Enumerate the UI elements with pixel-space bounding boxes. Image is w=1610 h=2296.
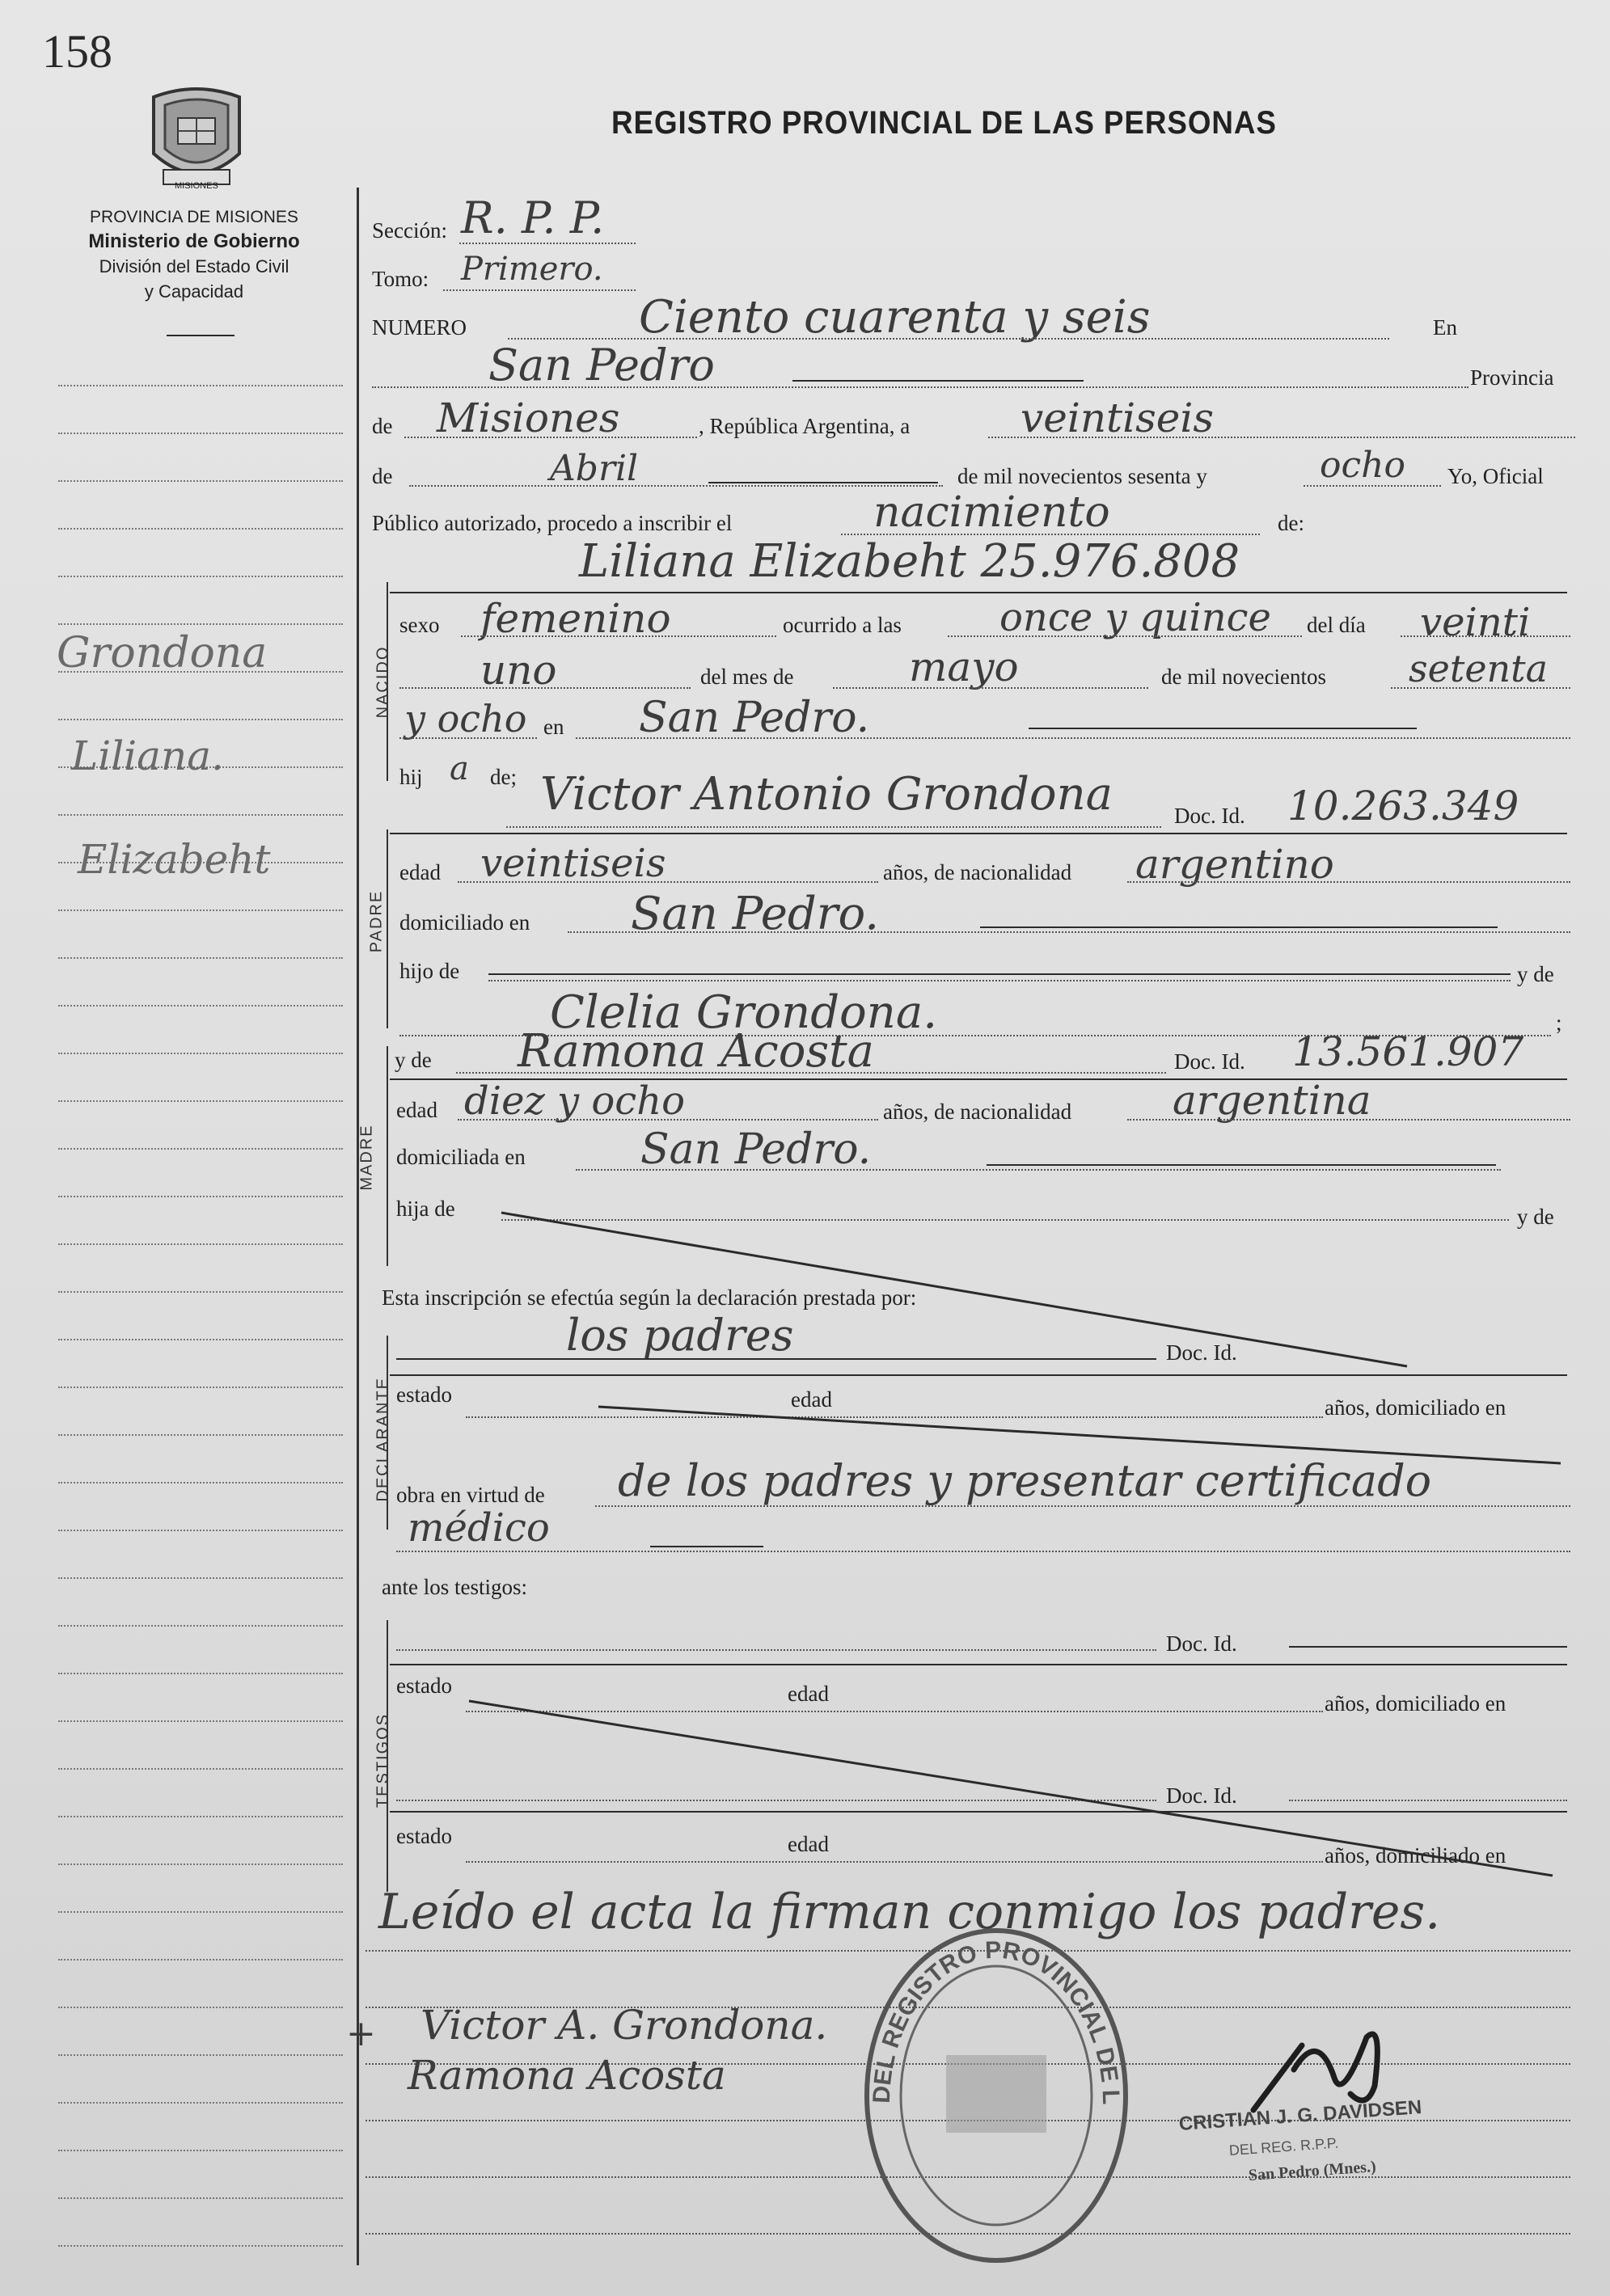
testigo1-anos-label: años, domiciliado en: [1325, 1691, 1506, 1716]
lugar-value: San Pedro: [488, 340, 715, 390]
en-label: En: [1433, 315, 1457, 340]
madre-edad-value: diez y ocho: [464, 1078, 685, 1124]
y-de-start-label: y de: [395, 1048, 432, 1072]
sexo-label: sexo: [399, 613, 440, 637]
dia-nac1-value: veinti: [1420, 600, 1531, 645]
testigos-label: TESTIGOS: [374, 1712, 392, 1809]
inscripcion-label: Esta inscripción se efectúa según la declaración prestada por:: [382, 1285, 917, 1310]
declarante-value: los padres: [566, 1310, 794, 1361]
nacido-label: NACIDO: [374, 645, 392, 719]
de-semi-label: de;: [490, 765, 517, 789]
de-colon-label: de:: [1278, 511, 1304, 535]
hij-suffix-value: a: [450, 750, 469, 787]
republica-label: , República Argentina, a: [699, 414, 911, 438]
padre-doc-value: 10.263.349: [1287, 783, 1519, 829]
anio-acta-value: ocho: [1320, 445, 1405, 486]
semicolon-label: ;: [1556, 1011, 1562, 1035]
registry-stamp-icon: [857, 1918, 1135, 2265]
declarante-anos-label: años, domiciliado en: [1325, 1395, 1506, 1420]
seal-label: MISIONES: [175, 181, 218, 191]
ante-label: ante los testigos:: [382, 1575, 527, 1599]
official-name: CRISTIAN J. G. DAVIDSEN: [1178, 2096, 1423, 2135]
padre-nac-value: argentino: [1135, 841, 1334, 888]
padre-nac-label: años, de nacionalidad: [883, 860, 1072, 884]
org-line-1: PROVINCIA DE MISIONES: [90, 208, 298, 226]
obra-value-1: de los padres y presentar certificado: [618, 1455, 1432, 1506]
del-mes-label: del mes de: [700, 665, 794, 689]
yo-oficial-label: Yo, Oficial: [1447, 464, 1544, 488]
madre-hija-label: hija de: [396, 1197, 455, 1221]
madre-value: Ramona Acosta: [518, 1025, 875, 1078]
acto-value: nacimiento: [873, 488, 1110, 537]
signature-mark: +: [346, 2013, 376, 2054]
en-low-label: en: [543, 715, 564, 739]
padre-dom-value: San Pedro.: [631, 888, 880, 940]
official-place: San Pedro (Mnes.): [1248, 2158, 1377, 2184]
margin-note-name2: Elizabeht: [78, 836, 271, 883]
dia-nac2-value: uno: [480, 647, 557, 694]
signature-padre: Victor A. Grondona.: [420, 2002, 828, 2049]
ocurrido-label: ocurrido a las: [783, 613, 902, 637]
org-line-3: División del Estado Civil: [99, 256, 289, 276]
padre-edad-value: veintiseis: [480, 841, 666, 886]
publico-label: Público autorizado, procedo a inscribir el: [372, 511, 733, 535]
testigo2-doc-label: Doc. Id.: [1166, 1783, 1237, 1808]
madre-nac-label: años, de nacionalidad: [883, 1099, 1072, 1124]
margin-note-name: Liliana.: [71, 732, 224, 779]
del-dia-label: del día: [1307, 613, 1366, 637]
abuela-pat-value: Clelia Grondona.: [550, 986, 938, 1039]
provincia-label: Provincia: [1470, 365, 1554, 390]
stamp-text: DEL REGISTRO PROVINCIAL DE L: [868, 1936, 1125, 2105]
testigo2-estado-label: estado: [396, 1824, 452, 1848]
org-line-2: Ministerio de Gobierno: [88, 230, 300, 252]
page-title: REGISTRO PROVINCIAL DE LAS PERSONAS: [611, 105, 1277, 141]
testigo1-estado-label: estado: [396, 1673, 452, 1698]
testigo1-doc-label: Doc. Id.: [1166, 1631, 1237, 1656]
declarante-edad-label: edad: [791, 1387, 832, 1412]
margin-note-surname: Grondona: [57, 629, 268, 677]
madre-dom-label: domiciliada en: [396, 1145, 526, 1169]
obra-label: obra en virtud de: [396, 1483, 545, 1507]
tomo-value: Primero.: [461, 251, 603, 288]
numero-label: NUMERO: [372, 315, 467, 340]
mes-nac-value: mayo: [909, 644, 1019, 690]
page-number: 158: [42, 25, 112, 78]
madre-doc-value: 13.561.907: [1292, 1028, 1524, 1075]
seccion-label: Sección:: [372, 218, 447, 243]
nombre-value: Liliana Elizabeht 25.976.808: [579, 535, 1240, 588]
signature-madre: Ramona Acosta: [408, 2052, 726, 2099]
madre-yde-label: y de: [1517, 1205, 1554, 1229]
padre-hijo-label: hijo de: [399, 959, 460, 983]
de-label-2: de: [372, 464, 393, 488]
testigo1-edad-label: edad: [788, 1682, 829, 1706]
tomo-label: Tomo:: [372, 267, 429, 291]
mes-acta-value: Abril: [550, 448, 639, 489]
numero-value: Ciento cuarenta y seis: [639, 291, 1151, 344]
declarante-doc-label: Doc. Id.: [1166, 1340, 1237, 1365]
declarante-estado-label: estado: [396, 1382, 452, 1407]
lugar-nac-value: San Pedro.: [639, 694, 870, 742]
hij-label: hij: [399, 765, 423, 789]
padre-doc-label: Doc. Id.: [1174, 804, 1245, 828]
padre-value: Victor Antonio Grondona: [540, 768, 1113, 821]
declarante-label: DECLARANTE: [374, 1377, 392, 1502]
mil-nov-label: de mil novecientos: [1161, 665, 1326, 689]
madre-dom-value: San Pedro.: [640, 1125, 872, 1174]
padre-label: PADRE: [367, 889, 386, 953]
seccion-value: R. P. P.: [461, 192, 605, 243]
cierre-value: Leído el acta la firman conmigo los padres.: [378, 1884, 1441, 1940]
obra-value-2: médico: [408, 1505, 550, 1551]
official-office: DEL REG. R.P.P.: [1228, 2134, 1340, 2159]
hora-value: once y quince: [999, 595, 1271, 640]
anio-nac2-value: y ocho: [404, 697, 527, 741]
padre-dom-label: domiciliado en: [399, 910, 530, 935]
org-line-4: y Capacidad: [144, 281, 244, 302]
de-label: de: [372, 414, 393, 438]
madre-nac-value: argentina: [1173, 1077, 1371, 1124]
provincia-value: Misiones: [437, 395, 620, 441]
madre-label: MADRE: [357, 1124, 376, 1191]
madre-doc-label: Doc. Id.: [1174, 1049, 1245, 1074]
anio-nac1-value: setenta: [1409, 647, 1549, 690]
testigo2-anos-label: años, domiciliado en: [1325, 1843, 1506, 1868]
mil-sesenta-label: de mil novecientos sesenta y: [957, 464, 1207, 488]
padre-yde-label: y de: [1517, 962, 1554, 986]
dia-acta-value: veintiseis: [1021, 395, 1215, 441]
padre-edad-label: edad: [399, 860, 441, 884]
testigo2-edad-label: edad: [788, 1832, 829, 1856]
madre-edad-label: edad: [396, 1098, 437, 1122]
sexo-value: femenino: [480, 595, 671, 642]
